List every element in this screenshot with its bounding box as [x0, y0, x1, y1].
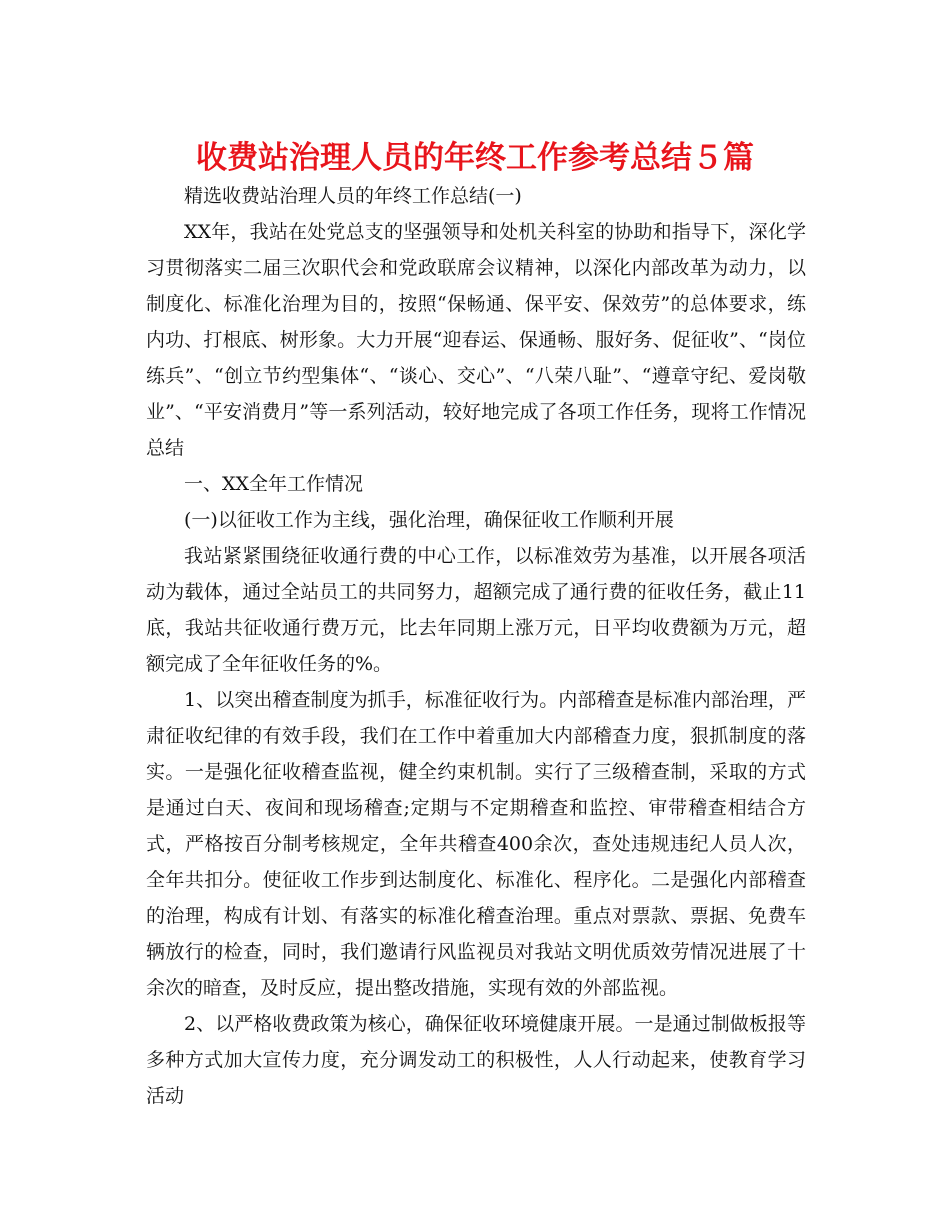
- paragraph-item-2: 2、以严格收费政策为核心，确保征收环境健康开展。一是通过制做板报等多种方式加大宣传力度，充分调发动工的积极性，人人行动起来，使教育学习活动: [146, 1013, 806, 1107]
- section-heading: 一、XX全年工作情况: [184, 473, 364, 495]
- document-title: 收费站治理人员的年终工作参考总结５篇: [196, 140, 754, 176]
- paragraph-intro: XX年，我站在处党总支的坚强领导和处机关科室的协助和指导下，深化学习贯彻落实二届三次职代会和党政联席会议精神，以深化内部改革为动力，以制度化、标准化治理为目的，按照“保畅通、保平安、保效劳”的总体要求，练内功、打根底、树形象。大力开展“迎春运、保通畅、服好务、促征收”、“岗位练兵”、“创立节约型集体“、“谈心、交心”、“八荣八耻”、“遵章守纪、爱岗敬业”、“平安消费月”等一系列活动，较好地完成了各项工作任务，现将工作情况总结: [146, 221, 806, 459]
- document-body: [146, 178, 806, 1114]
- paragraph-subtitle: 精选收费站治理人员的年终工作总结(一): [184, 185, 522, 207]
- paragraph-item-1: 1、以突出稽查制度为抓手，标准征收行为。内部稽查是标准内部治理，严肃征收纪律的有效手段，我们在工作中着重加大内部稽查力度，狠抓制度的落实。一是强化征收稽查监视，健全约束机制。实行了三级稽查制，采取的方式是通过白天、夜间和现场稽查;定期与不定期稽查和监控、审带稽查相结合方式，严格按百分制考核规定，全年共稽查400余次，查处违规违纪人员人次，全年共扣分。使征收工作步到达制度化、标准化、程序化。二是强化内部稽查的治理，构成有计划、有落实的标准化稽查治理。重点对票款、票据、免费车辆放行的检查，同时，我们邀请行风监视员对我站文明优质效劳情况进展了十余次的暗查，及时反应，提出整改措施，实现有效的外部监视。: [146, 689, 806, 999]
- subsection-heading: (一)以征收工作为主线，强化治理，确保征收工作顺利开展: [184, 509, 674, 531]
- paragraph-collection-summary: 我站紧紧围绕征收通行费的中心工作，以标准效劳为基准，以开展各项活动为载体，通过全站员工的共同努力，超额完成了通行费的征收任务，截止11底，我站共征收通行费万元，比去年同期上涨万元，日平均收费额为万元，超额完成了全年征收任务的%。: [146, 545, 806, 675]
